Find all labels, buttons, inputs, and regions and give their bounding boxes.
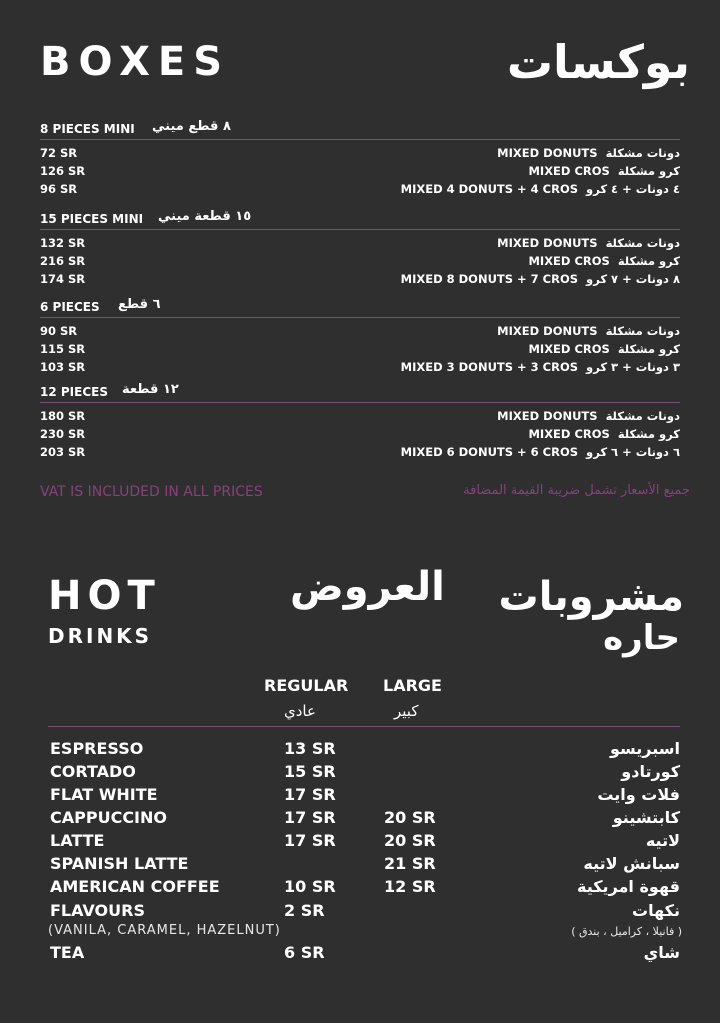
price-regular: 17 SR: [284, 831, 336, 850]
item-name: MIXED DONUTS: [497, 324, 598, 338]
hot-drinks-title-arabic: مشروبات: [498, 574, 684, 620]
drink-name-arabic: سبانش لاتيه: [583, 854, 680, 873]
drink-name-arabic: لاتيه: [645, 831, 680, 850]
divider: [48, 726, 680, 727]
price: 132 SR: [40, 236, 86, 250]
item-name-arabic: كرو مشكلة: [617, 254, 680, 268]
list-item: [40, 340, 680, 358]
price: 174 SR: [40, 272, 86, 286]
price-large: 20 SR: [384, 831, 436, 850]
price-large: 12 SR: [384, 877, 436, 896]
item-name: MIXED DONUTS: [497, 409, 598, 423]
price: 203 SR: [40, 445, 86, 459]
item-name: MIXED 8 DONUTS + 7 CROS: [400, 272, 579, 286]
drink-name: CAPPUCCINO: [50, 808, 167, 827]
drink-name: ESPRESSO: [50, 739, 144, 758]
flavours-note-arabic: ( فانيلا ، كراميل ، بندق ): [571, 925, 682, 938]
drink-name: FLAT WHITE: [50, 785, 158, 804]
list-item: [40, 180, 680, 198]
hot-drinks-title: HOT: [48, 573, 161, 619]
section-title: 8 PIECES MINI: [40, 122, 135, 136]
item-name: MIXED 3 DONUTS + 3 CROS: [400, 360, 579, 374]
drink-name-arabic: اسبريسو: [609, 739, 680, 758]
drink-name: FLAVOURS: [50, 901, 145, 920]
drink-name-arabic: نكهات: [632, 901, 680, 920]
box-section-6-pieces: [40, 298, 680, 376]
hot-drinks-subtitle: DRINKS: [48, 624, 153, 648]
price-large: 20 SR: [384, 808, 436, 827]
item-name: MIXED 4 DONUTS + 4 CROS: [400, 182, 579, 196]
list-item: [50, 761, 680, 784]
list-item: [40, 358, 680, 376]
item-name: MIXED DONUTS: [497, 236, 598, 250]
list-item: [40, 425, 680, 443]
flavours-note: (VANILA, CARAMEL, HAZELNUT): [48, 923, 281, 938]
price-regular: 6 SR: [284, 943, 325, 962]
price-regular: 17 SR: [284, 785, 336, 804]
drink-name-arabic: كابتشينو: [612, 808, 680, 827]
list-item: [50, 738, 680, 761]
price: 90 SR: [40, 324, 78, 338]
list-item: [40, 162, 680, 180]
section-title: 6 PIECES: [40, 300, 100, 314]
list-item: [40, 322, 680, 340]
list-item: [50, 807, 680, 830]
boxes-title: BOXES: [40, 39, 231, 85]
price-large: 21 SR: [384, 854, 436, 873]
column-header-regular-arabic: عادي: [284, 702, 316, 720]
divider: [40, 317, 680, 318]
item-name-arabic: ٦ دونات + ٦ كرو: [586, 445, 680, 459]
item-name-arabic: ٤ دونات + ٤ كرو: [586, 182, 680, 196]
section-title-arabic: ١٢ قطعة: [122, 382, 179, 397]
column-header-large: LARGE: [383, 676, 442, 695]
list-item: [50, 784, 680, 807]
vat-note-arabic: جميع الأسعار تشمل ضريبة القيمة المضافة: [463, 483, 690, 498]
item-name-arabic: دونات مشكلة: [605, 324, 680, 338]
list-item: [40, 144, 680, 162]
box-section-15-mini: [40, 210, 680, 288]
item-name-arabic: دونات مشكلة: [605, 409, 680, 423]
divider: [40, 402, 680, 403]
item-name-arabic: كرو مشكلة: [617, 427, 680, 441]
column-header-large-arabic: كبير: [394, 702, 419, 720]
divider: [40, 139, 680, 140]
list-item: [50, 876, 680, 899]
drink-name-arabic: كورتادو: [621, 762, 680, 781]
item-name-arabic: كرو مشكلة: [617, 342, 680, 356]
item-name: MIXED CROS: [528, 342, 610, 356]
item-name: MIXED DONUTS: [497, 146, 598, 160]
list-item: [50, 942, 680, 965]
list-item: [50, 830, 680, 853]
item-name-arabic: ٨ دونات + ٧ كرو: [586, 272, 680, 286]
list-item: [50, 900, 680, 923]
offers-title-arabic: العروض: [290, 564, 445, 610]
drink-name: AMERICAN COFFEE: [50, 877, 220, 896]
column-header-regular: REGULAR: [264, 676, 349, 695]
item-name: MIXED 6 DONUTS + 6 CROS: [400, 445, 579, 459]
price: 103 SR: [40, 360, 86, 374]
item-name-arabic: ٣ دونات + ٣ كرو: [586, 360, 680, 374]
divider: [40, 229, 680, 230]
drink-name: LATTE: [50, 831, 105, 850]
drink-name-arabic: شاي: [643, 943, 680, 962]
price-regular: 10 SR: [284, 877, 336, 896]
list-item: [40, 270, 680, 288]
price: 126 SR: [40, 164, 86, 178]
price-regular: 13 SR: [284, 739, 336, 758]
hot-drinks-subtitle-arabic: حاره: [603, 618, 680, 658]
section-title-arabic: ٨ قطع ميني: [152, 119, 231, 134]
price: 115 SR: [40, 342, 86, 356]
price: 72 SR: [40, 146, 78, 160]
drink-name: SPANISH LATTE: [50, 854, 189, 873]
price-regular: 17 SR: [284, 808, 336, 827]
section-title-arabic: ٦ قطع: [118, 297, 161, 312]
section-title-arabic: ١٥ قطعة ميني: [158, 209, 252, 224]
section-title: 12 PIECES: [40, 385, 108, 399]
section-title: 15 PIECES MINI: [40, 212, 144, 226]
boxes-title-arabic: بوكسات: [506, 35, 690, 89]
item-name: MIXED CROS: [528, 164, 610, 178]
price: 96 SR: [40, 182, 78, 196]
price: 230 SR: [40, 427, 86, 441]
price: 216 SR: [40, 254, 86, 268]
box-section-12-pieces: [40, 383, 680, 461]
vat-note: VAT IS INCLUDED IN ALL PRICES: [40, 484, 263, 500]
price-regular: 2 SR: [284, 901, 325, 920]
list-item: [40, 252, 680, 270]
drink-name: TEA: [50, 943, 85, 962]
list-item: [40, 443, 680, 461]
drink-name-arabic: قهوة امريكية: [577, 877, 680, 896]
drink-name: CORTADO: [50, 762, 136, 781]
price: 180 SR: [40, 409, 86, 423]
box-section-8-mini: [40, 120, 680, 198]
list-item: [40, 234, 680, 252]
drink-name-arabic: فلات وايت: [597, 785, 680, 804]
list-item: [50, 853, 680, 876]
item-name-arabic: دونات مشكلة: [605, 146, 680, 160]
item-name: MIXED CROS: [528, 427, 610, 441]
item-name-arabic: كرو مشكلة: [617, 164, 680, 178]
price-regular: 15 SR: [284, 762, 336, 781]
list-item: [40, 407, 680, 425]
item-name: MIXED CROS: [528, 254, 610, 268]
item-name-arabic: دونات مشكلة: [605, 236, 680, 250]
